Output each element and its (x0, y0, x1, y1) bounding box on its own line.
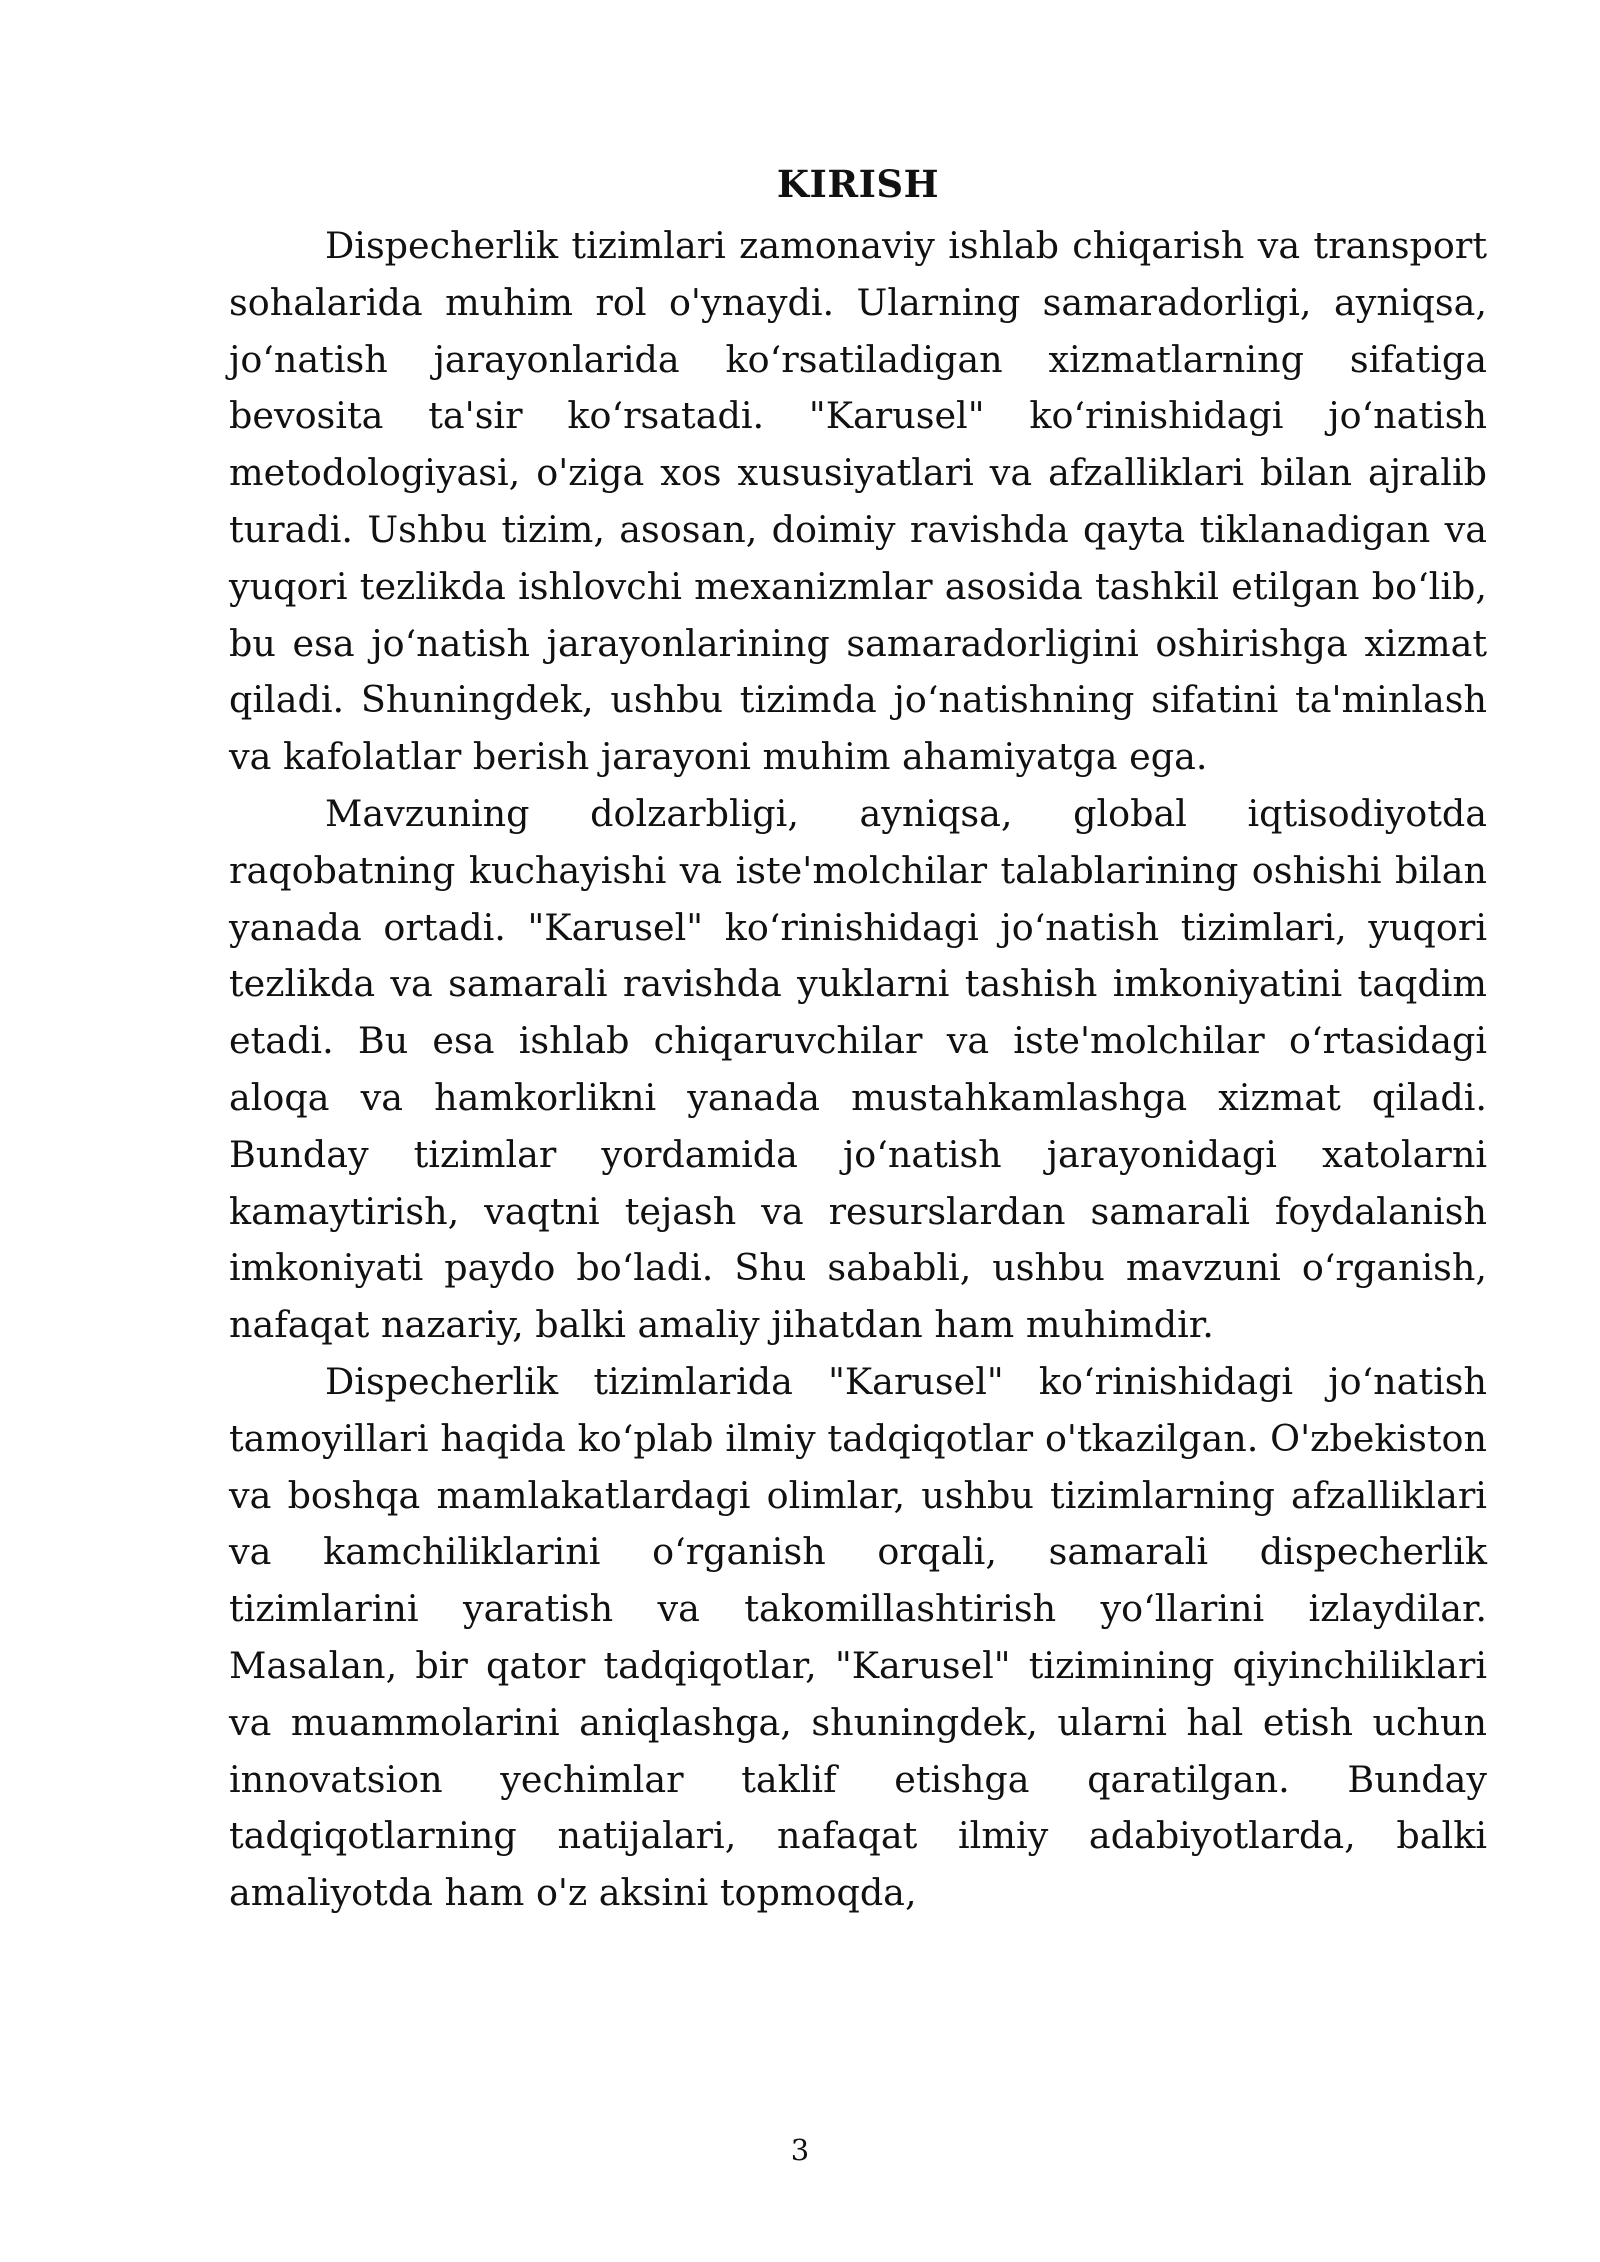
page-content (229, 150, 1487, 1922)
page-number: 3 (790, 2133, 810, 2167)
paragraph-3: Dispecherlik tizimlarida "Karusel" koʻrinishidagi joʻnatish tamoyillari haqida koʻplab ilmiy tadqiqotlar o'tkazilgan. O'zbekiston va boshqa mamlakatlardagi olimlar, ushbu tizimlarning afzalliklari va kamchiliklarini oʻrganish orqali, samarali dispecherlik tizimlarini yaratish va takomillashtirish yoʻllarini izlaydilar. Masalan, bir qator tadqiqotlar, "Karusel" tizimining qiyinchiliklari va muammolarini aniqlashga, shuningdek, ularni hal etish uchun innovatsion yechimlar taklif etishga qaratilgan. Bunday tadqiqotlarning natijalari, nafaqat ilmiy adabiyotlarda, balki amaliyotda ham o'z aksini topmoqda, (229, 1359, 1487, 1915)
paragraph-2: Mavzuning dolzarbligi, ayniqsa, global iqtisodiyotda raqobatning kuchayishi va iste'molchilar talablarining oshishi bilan yanada ortadi. "Karusel" koʻrinishidagi joʻnatish tizimlari, yuqori tezlikda va samarali ravishda yuklarni tashish imkoniyatini taqdim etadi. Bu esa ishlab chiqaruvchilar va iste'molchilar oʻrtasidagi aloqa va hamkorlikni yanada mustahkamlashga xizmat qiladi. Bunday tizimlar yordamida joʻnatish jarayonidagi xatolarni kamaytirish, vaqtni tejash va resurslardan samarali foydalanish imkoniyati paydo boʻladi. Shu sababli, ushbu mavzuni oʻrganish, nafaqat nazariy, balki amaliy jihatdan ham muhimdir. (229, 791, 1487, 1347)
paragraph-1: Dispecherlik tizimlari zamonaviy ishlab chiqarish va transport sohalarida muhim rol o'ynaydi. Ularning samaradorligi, ayniqsa, joʻnatish jarayonlarida koʻrsatiladigan xizmatlarning sifatiga bevosita ta'sir koʻrsatadi. "Karusel" koʻrinishidagi joʻnatish metodologiyasi, o'ziga xos xususiyatlari va afzalliklari bilan ajralib turadi. Ushbu tizim, asosan, doimiy ravishda qayta tiklanadigan va yuqori tezlikda ishlovchi mexanizmlar asosida tashkil etilgan boʻlib, bu esa joʻnatish jarayonlarining samaradorligini oshirishga xizmat qiladi. Shuningdek, ushbu tizimda joʻnatishning sifatini ta'minlash va kafolatlar berish jarayoni muhim ahamiyatga ega. (229, 224, 1487, 779)
section-heading: KIRISH (776, 162, 940, 206)
